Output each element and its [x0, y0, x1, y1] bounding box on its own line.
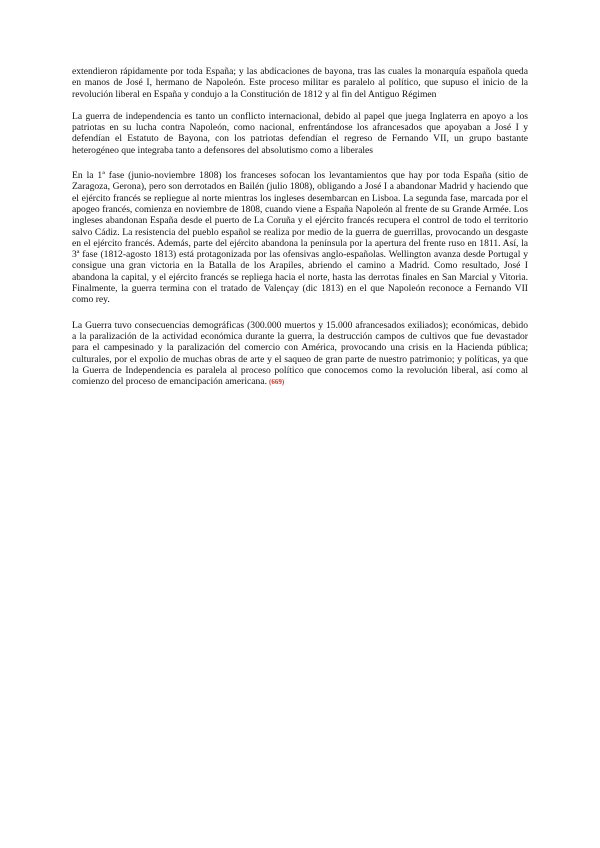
paragraph-intro-continuation: extendieron rápidamente por toda España; y las abdicaciones de bayona, tras las cuales la monarquía española queda en manos de José I, hermano de Napoleón. Este proceso militar es paralelo al político, que supuso el inicio de la revolución liberal en España y condujo a la Constitución de 1812 y al fin del Antiguo Régimen [72, 66, 528, 100]
consequences-text: La Guerra tuvo consecuencias demográficas (300.000 muertos y 15.000 afrancesados exiliados); económicas, debido a la paralización de la actividad económica durante la guerra, la destrucción campos de cultivos que fue devastador para el campesinado y la paralización del comercio con América, provocando una crisis en la Hacienda pública; culturales, por el expolio de muchas obras de arte y el saqueo de gran parte de nuestro patrimonio; y políticas, ya que la Guerra de Independencia es paralela al proceso político que conocemos como la revolución liberal, así como al comienzo del proceso de emancipación americana. [72, 319, 528, 388]
reference-marker: (669) [268, 378, 285, 387]
paragraph-war-phases: En la 1ª fase (junio-noviembre 1808) los franceses sofocan los levantamientos que hay por toda España (sitio de Zaragoza, Gerona), pero son derrotados en Bailén (julio 1808), obligando a José I a abandonar Madrid y haciendo que el ejército francés se repliegue al norte mientras los ingleses desembarcan en Lisboa. La segunda fase, marcada por el apogeo francés, comienza en noviembre de 1808, cuando viene a España Napoleón al frente de su Grande Armée. Los ingleses abandonan España desde el puerto de La Coruña y el ejército francés recupera el control de todo el territorio salvo Cádiz. La resistencia del pueblo español se realiza por medio de la guerra de guerrillas, provocando un desgaste en el ejército francés. Además, parte del ejército abandona la península por la apertura del frente ruso en 1811. Así, la 3ª fase (1812-agosto 1813) está protagonizada por las ofensivas anglo-españolas. Wellington avanza desde Portugal y consigue una gran victoria en la Batalla de los Arapiles, abriendo el camino a Madrid. Como resultado, José I abandona la capital, y el ejército francés se repliega hacia el norte, hasta las derrotas finales en San Marcial y Vitoria. Finalmente, la guerra termina con el tratado de Valençay (dic 1813) en el que Napoleón reconoce a Fernando VII como rey. [72, 170, 528, 306]
paragraph-consequences [72, 320, 528, 389]
paragraph-war-nature: La guerra de independencia es tanto un conflicto internacional, debido al papel que juega Inglaterra en apoyo a los patriotas en su lucha contra Napoleón, como nacional, enfrentándose los afrancesados que apoyaban a José I y defendían el Estatuto de Bayona, con los patriotas defendían el regreso de Fernando VII, un grupo bastante heterogéneo que integraba tanto a defensores del absolutismo como a liberales [72, 110, 528, 156]
document-page [72, 66, 528, 402]
